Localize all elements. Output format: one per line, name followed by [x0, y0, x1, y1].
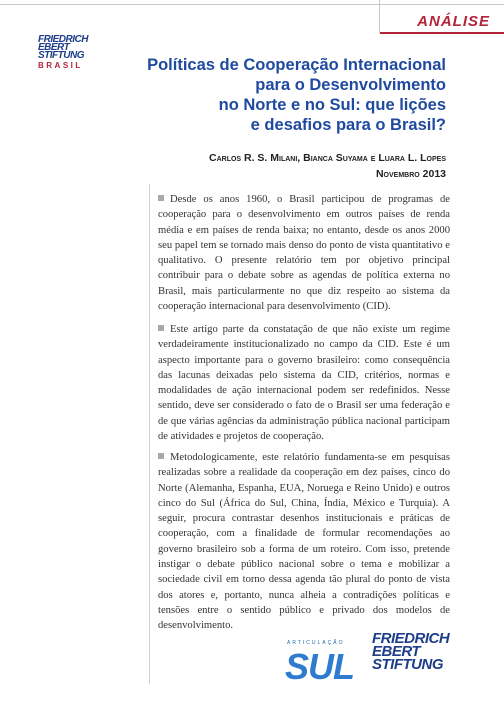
sul-logo-small-text: ARTICULAÇÃO	[287, 640, 345, 646]
sul-logo-big-text: SUL	[285, 646, 354, 687]
title-line: para o Desenvolvimento	[255, 76, 446, 94]
logo-line-4: BRASIL	[38, 61, 83, 70]
column-divider	[149, 184, 150, 684]
paragraph	[158, 450, 450, 634]
fes-brasil-logo	[38, 36, 108, 70]
fes-logo-line-2: EBERT	[372, 643, 421, 660]
logo-line-3: STIFTUNG	[38, 50, 84, 61]
fes-footer-logo	[372, 632, 472, 671]
document-title	[106, 55, 446, 135]
paragraph	[158, 322, 450, 444]
paragraph-text: Desde os anos 1960, o Brasil participou de programas de cooperação para o desenvolvimento em outros países de renda média e em países de renda baixa; no entanto, desde os anos 2000 seu papel tem se tornado mais denso do ponto de vista quantitativo e qualitativo. O presente relatório tem por objetivo principal contribuir para o debate sobre as agendas de política externa no Brasil, mais particularmente no que diz respeito ao sistema da cooperação internacional para desenvolvimento (CID).	[158, 194, 450, 313]
title-line: e desafios para o Brasil?	[250, 116, 446, 134]
title-line: Políticas de Cooperação Internacional	[147, 56, 446, 74]
publication-date: Novembro 2013	[375, 168, 446, 180]
bullet-square-icon	[158, 453, 164, 459]
paragraph-text: Este artigo parte da constatação de que não existe um regime verdadeiramente institucionalizado no campo da CID. Este é um aspecto importante para o governo brasileiro: como consequência das lacunas deixadas pelo sistema da CID, critérios, normas e modalidades de ação internacional podem ser redefinidos. Nesse sentido, deve ser considerado o fato de o Brasil ser uma federação e de que várias agências da administração pública nacional participam de atividades e projetos de cooperação.	[158, 324, 450, 443]
articulacao-sul-logo	[283, 640, 355, 686]
byline	[209, 150, 446, 182]
fes-logo-line-3: STIFTUNG	[372, 656, 443, 673]
bullet-square-icon	[158, 195, 164, 201]
section-tag-box	[379, 0, 504, 33]
bullet-square-icon	[158, 325, 164, 331]
title-line: no Norte e no Sul: que lições	[218, 96, 446, 114]
fes-logo-line-1: FRIEDRICH	[372, 630, 450, 647]
section-tag: ANÁLISE	[417, 13, 490, 30]
authors: Carlos R. S. Milani, Bianca Suyama e Luara L. Lopes	[209, 152, 446, 164]
paragraph	[158, 192, 450, 314]
logo-line-2: EBERT	[38, 42, 70, 53]
logo-line-1: FRIEDRICH	[38, 34, 88, 45]
paragraph-text: Metodologicamente, este relatório fundamenta-se em pesquisas realizadas sobre a realidade da cooperação em dez países, cinco do Norte (Alemanha, Espanha, EUA, Noruega e Reino Unido) e outros cinco do Sul (África do Sul, China, Índia, México e Turquia). A seguir, procura contrastar desenhos institucionais e práticas de cooperação, com a finalidade de formular recomendações ao governo brasileiro sob a forma de um roteiro. Com isso, pretende instigar o debate público nacional sobre o tema e mobilizar a sociedade civil em torno dessa agenda tão plural do ponto de vista dos atores e, portanto, nunca alheia a contradições políticas e tensões entre o sentido público e privado dos modelos de desenvolvimento.	[158, 452, 450, 632]
section-tag-underline	[380, 32, 504, 34]
